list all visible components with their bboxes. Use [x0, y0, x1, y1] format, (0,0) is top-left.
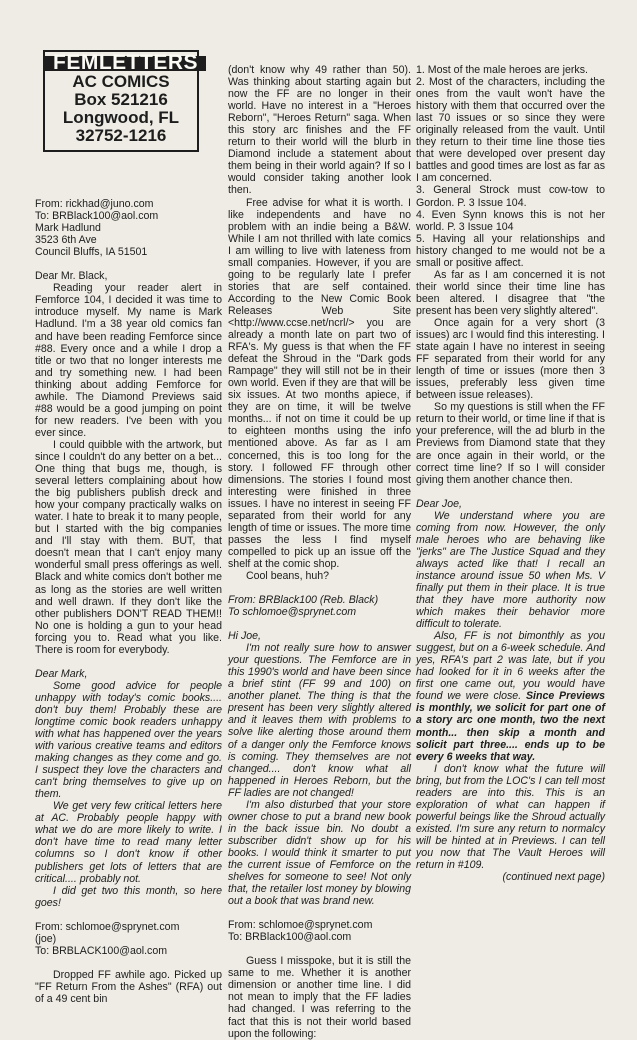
letter4-paragraph: Once again for a very short (3 issues) arc I would find this interesting. I state again I have no interest in seeing FF separated from their world for any length of time or issues (more then 3 issues, preferably less given time between issue releases).: [416, 316, 605, 402]
address-line: 3523 6th Ave: [35, 234, 97, 247]
letter4-paragraph: Guess I misspoke, but it is still the same to me. Whether it is another dimension or another time line. I did not mean to imply that the FF ladies had changed. I was referring to the fact that this is not their world based upon the following:: [228, 955, 411, 1040]
po-box: Box 521216: [74, 90, 168, 110]
address-line: From: schlomoe@sprynet.com: [35, 920, 180, 933]
column-3: [416, 64, 605, 1020]
address-line: Council Bluffs, IA 51501: [35, 246, 148, 259]
address-line: To schlomoe@sprynet.com: [228, 606, 357, 619]
address-line: To: BRBlack100@aol.com: [35, 210, 159, 223]
reply3-paragraph: We understand where you are coming from now. However, the only male heroes who are behaving like "jerks" are The Justice Squad and they always acted like that! I recall an instance around issue 50 when Ms. V finally put them in their place. It is true that they have more authority now which makes their behavior more difficult to tolerate.: [416, 509, 605, 631]
letter2-signoff: Cool beans, huh?: [246, 569, 330, 582]
reply2-paragraph: I'm not really sure how to answer your questions. The Femforce are in this 1990's world and have been since a brief stint (FF 99 and 100) on another planet. The thing is that the present has been very slightly altered and it leaves them with problems to solve like alerting those around them of a danger only the Femforce knows is coming. They themselves are not changed.... don't know what all happened in Heroes Reborn, but the FF ladies are not changed!: [228, 642, 411, 799]
letter1-salutation: Dear Mr. Black,: [35, 270, 108, 283]
address-line: Mark Hadlund: [35, 222, 101, 235]
letter1-paragraph: Reading your reader alert in Femforce 104, I decided it was time to introduce myself. My name is Mark Hadlund. I'm a 38 year old comics fan and have been reading Femforce since #88. Every once and a while I drop a title or two that no longer interests me and try something new. I had been thinking about adding Femforce for awhile. The Diamond Previews said #88 would be a good jumping on point for new readers. I've been with you ever since.: [35, 282, 222, 439]
column-2: [228, 64, 411, 1040]
list-item: 3. General Strock must cow-tow to Gordon. P. 3 Issue 104.: [416, 184, 605, 209]
address-line: (joe): [35, 932, 57, 945]
reply3-salutation: Dear Joe,: [416, 497, 462, 510]
reply3-paragraph: I don't know what the future will bring, but from the LOC's I can tell most readers are into this. This is an exploration of what can happen if powerful beings like the Shroud actually existed. I'm sure any return to normalcy will be hinted at in Previews. I can tell you now that The Vault Heroes will return in #109.: [416, 762, 605, 872]
address-line: To: BRBLACK100@aol.com: [35, 944, 168, 957]
reply3-bold-text: Since Previews is monthly, we solicit for part one of a story arc one month, two the next month... then skip a month and solicit part three.... ends up to be every 6 weeks that way.: [416, 690, 605, 763]
letter3-address: [228, 594, 411, 618]
letter2-paragraph: Free advise for what it is worth. I like independents and have no problem with an indie being a B&W. While I am not thrilled with late comics I am willing to live with lateness from small companies. However, if you are going to be regularly late I prefer stories that are self contained. According to the New Comic Book Releases Web Site <http://www.ccse.net/ncrl/> you are already a month late on part two of RFA's. My guess is that when the FF defeat the Shroud in the "Dark gods Rampage" they will still not be in their own world. Even if they are that will be six issues. At two months apiece, if they are on time, it will be twelve months... if not on time it could be up to eighteen months using the info mentioned above. As far as I am concerned, this is too long for the story. I followed FF through other dimensions. The stories I found most interesting were finished in three issues. I have no interest in seeing FF separated from their world for any length of time or issues. The more time passes the less I find myself compelled to pick up an issue off the shelf at the comic shop.: [228, 196, 411, 570]
letter2-paragraph: (don't know why 49 rather than 50). Was thinking about starting again but now the FF are no longer in their world. Have no interest in a "Heroes Reborn", "Heroes Return" saga. When this story arc finishes and the FF return to their world will the blurb in Diamond include a statement about them being in their world again? If so I would consider taking another look then.: [228, 64, 411, 197]
address-line: From: schlomoe@sprynet.com: [228, 919, 373, 932]
zip-code: 32752-1216: [75, 126, 167, 146]
list-item: 5. Having all your relationships and history changed to me would not be a small or positive affect.: [416, 232, 605, 269]
address-line: From: rickhad@juno.com: [35, 198, 154, 211]
list-item: 1. Most of the male heroes are jerks.: [416, 64, 588, 76]
letter4-list: [416, 64, 605, 269]
letter4-paragraph: So my questions is still when the FF return to their world, or time line if that is your preference, will the ad blurb in the Previews from Diamond state that they are once again in their world, or the correct time line? If so I will consider giving them another chance then.: [416, 401, 605, 486]
letter4-paragraph: As far as I am concerned it is not their world since their time line has been altered. I disagree that "the present has been very slightly altered".: [416, 268, 605, 317]
city-state: Longwood, FL: [62, 108, 180, 128]
publisher-name: AC COMICS: [72, 72, 170, 92]
reply3-paragraph: [416, 630, 605, 763]
letter2-paragraph: Dropped FF awhile ago. Picked up "FF Return From the Ashes" (RFA) out of a 49 cent bin: [35, 968, 222, 1005]
reply2-paragraph: I'm also disturbed that your store owner chose to put a brand new book in the back issue bin. No doubt a subscriber didn't show up for his books. I would think it smarter to put the current issue of Femforce on the shelves for someone to see! Not only that, the retailer lost money by blowing out a book that was brand new.: [228, 798, 411, 908]
femletters-address-box: [43, 50, 199, 152]
letter1-paragraph: I could quibble with the artwork, but since I couldn't do any better on a bet... One thing that bugs me, though, is several letters complaining about how the big publishers publish dreck and how your company practically walks on water. I hate to break it to many people, but I started with the big companies and I'll stay with them. BUT, that doesn't mean that I can't enjoy many wonderful small press offerings as well. Black and white comics don't bother me as long as the stories are well written and well drawn. If they don't like the other publishers DON'T READ THEM!! No one is holding a gun to your head forcing you to. Read what you like. There is room for everybody.: [35, 438, 222, 656]
reply1-paragraph: Some good advice for people unhappy with today's comic books.... don't buy them! Probably these are longtime comic book readers unhappy with what has happened over the years with various creative teams and editors making changes as they come and go. I suspect they love the characters and can't bring themselves to give up on them.: [35, 679, 222, 801]
reply3-text: Also, FF is not bimonthly as you suggest, but on a 6-week schedule. And yes, RFA's part 2 was late, but if you had looked for it in 6 weeks after the first one came out, you would have found we were close.: [416, 630, 605, 703]
reply2-salutation: Hi Joe,: [228, 630, 261, 643]
letter4-address: [228, 919, 411, 943]
column-1: [35, 50, 222, 1020]
reply1-salutation: Dear Mark,: [35, 667, 88, 680]
address-line: To: BRBlack100@aol.com: [228, 931, 352, 944]
list-item: 2. Most of the characters, including the ones from the vault won't have the history with them that occurred over the last 70 issues or so since they were originally released from the vault. Until they return to their time line those ties that were developed over present day battles and good times are lost as far as I am concerned.: [416, 76, 605, 185]
continued-note: (continued next page): [502, 871, 605, 884]
reply1-paragraph: We get very few critical letters here at AC. Probably people happy with what we do are more likely to write. I don't have time to read many letter columns so I don't know if other publishers get lots of letters that are critical.... probably not.: [35, 800, 222, 885]
letter1-address: [35, 198, 222, 258]
reply1-paragraph: I did get two this month, so here goes!: [35, 884, 222, 909]
letter2-address: [35, 921, 222, 957]
list-item: 4. Even Synn knows this is not her world. P. 3 Issue 104: [416, 208, 605, 233]
femletters-title: FEMLETTERS: [45, 56, 206, 71]
address-line: From: BRBlack100 (Reb. Black): [228, 594, 379, 607]
